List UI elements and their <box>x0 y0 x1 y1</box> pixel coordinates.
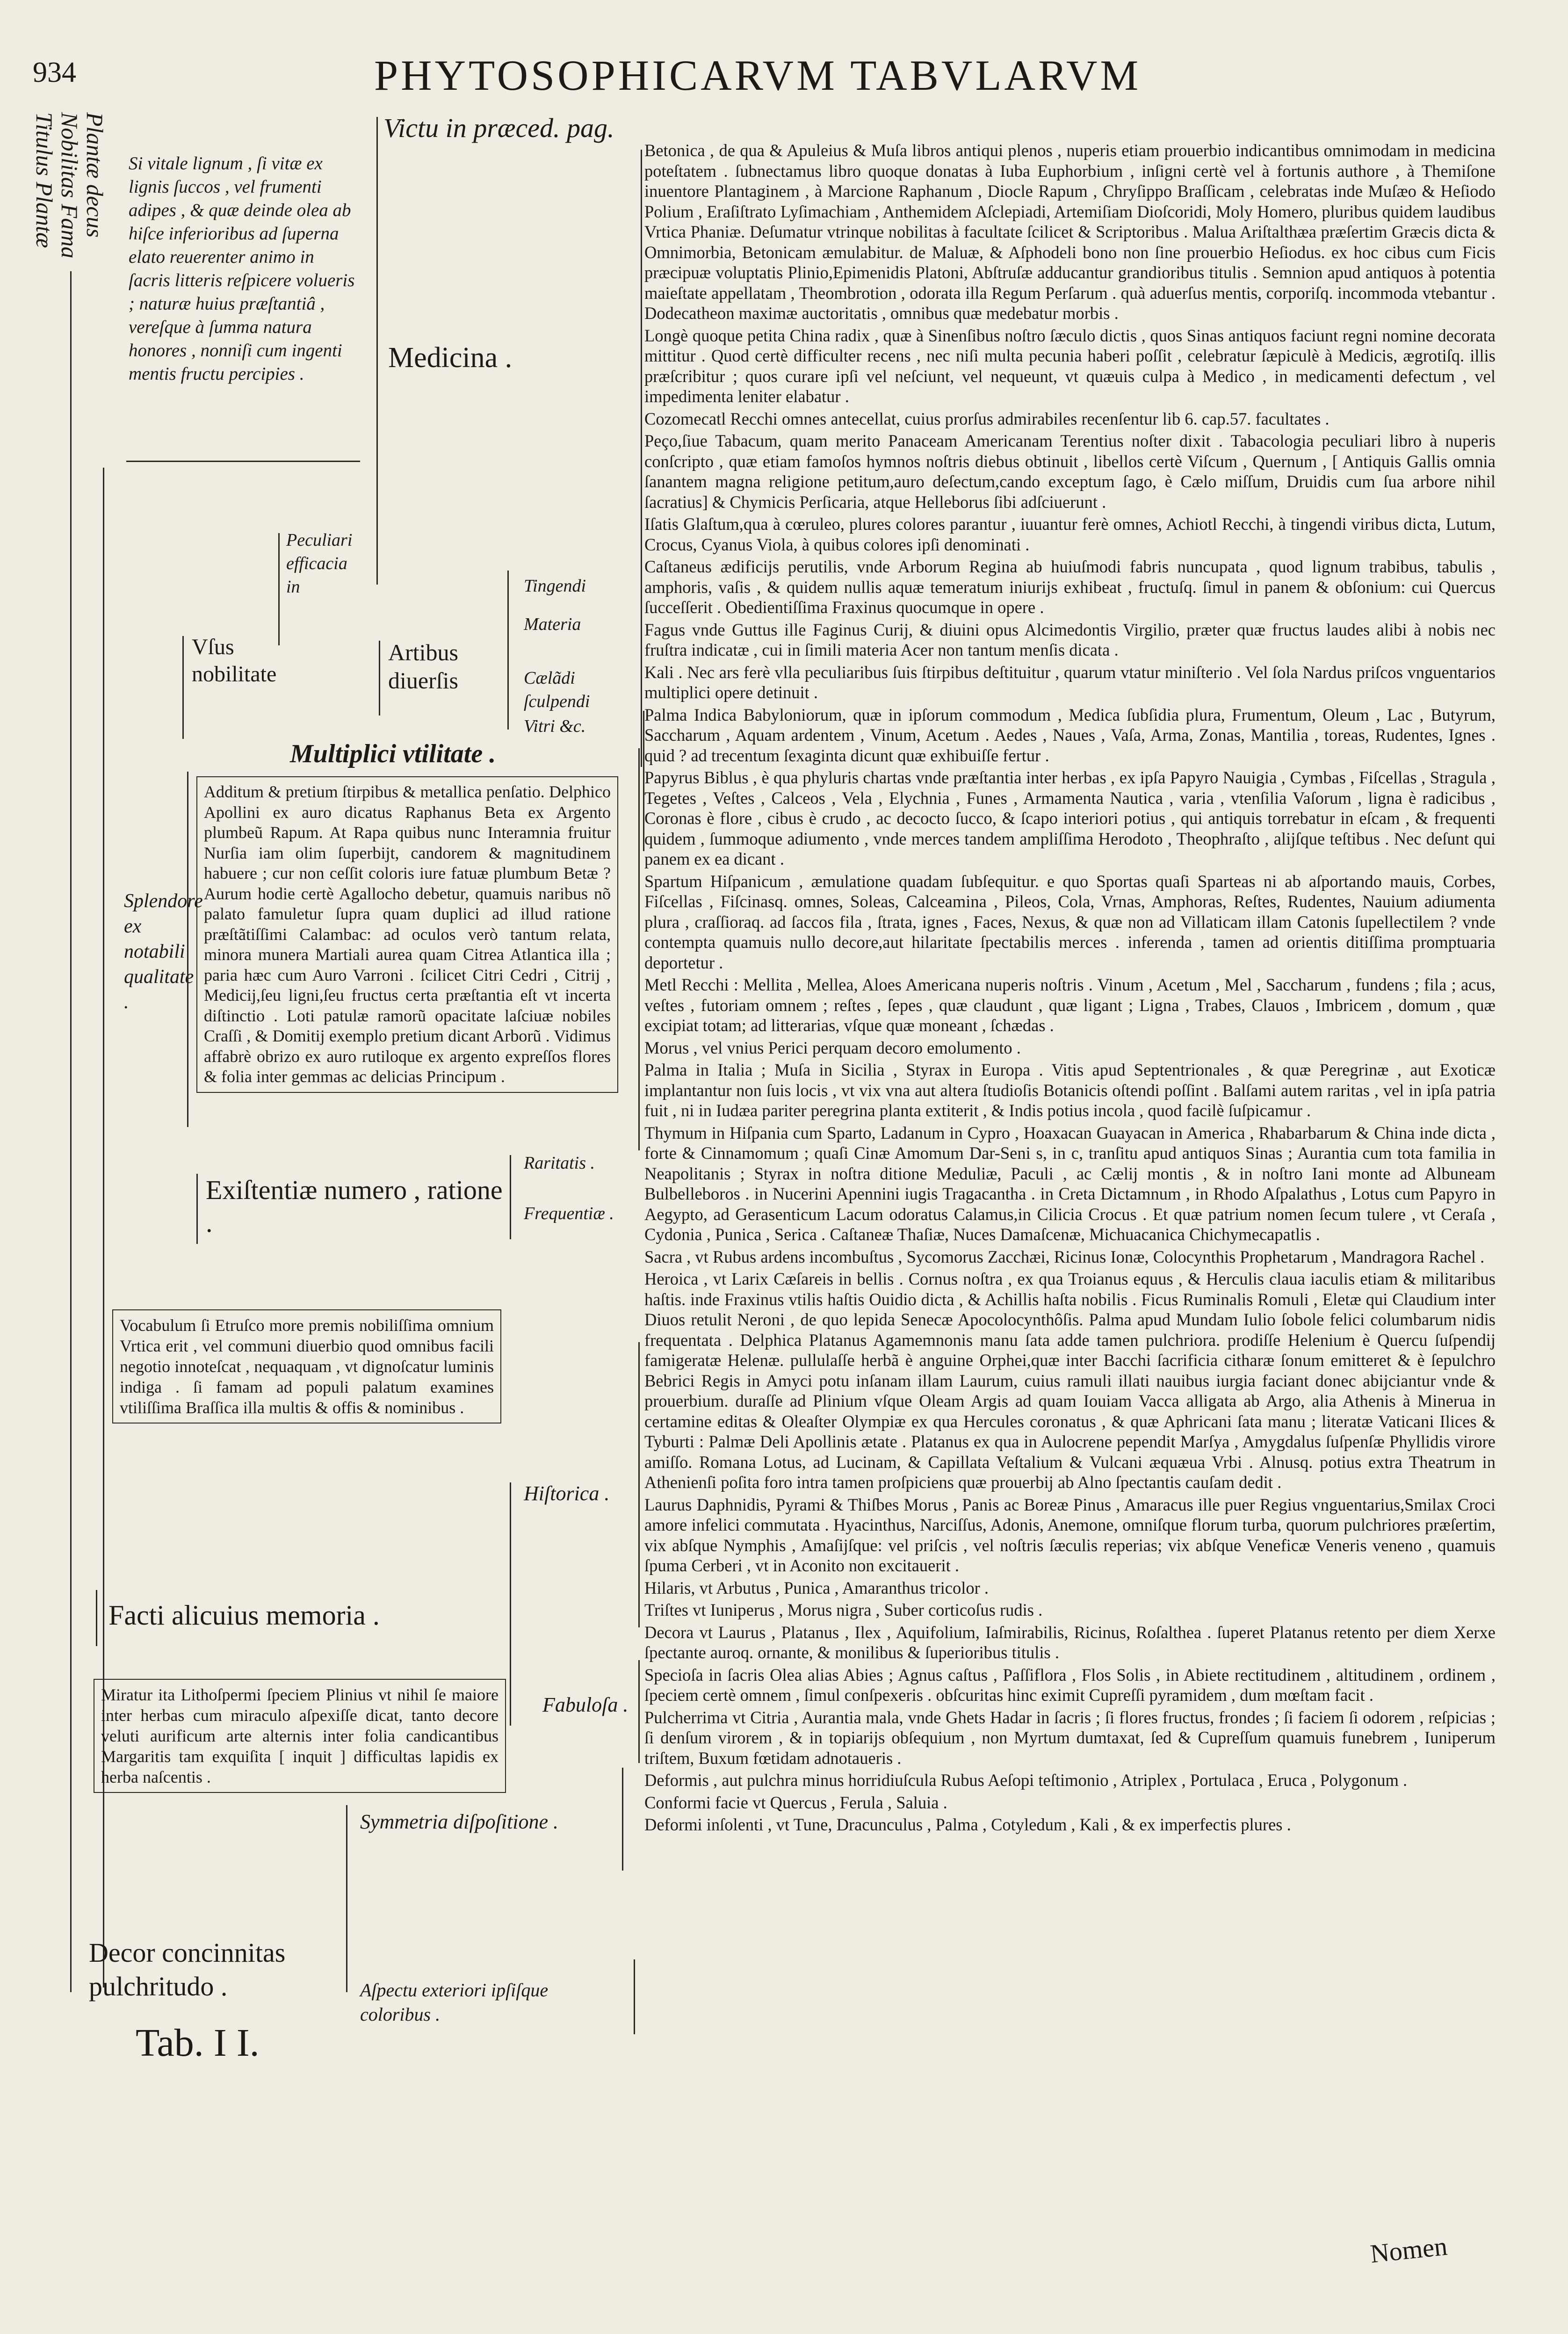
entry-conformi: Conformi facie vt Quercus , Ferula , Saluia . <box>644 1792 947 1812</box>
decor-outer-brace <box>346 1805 347 1992</box>
additum-box: Additum & pretium ſtirpibus & metallica penſatio. Delphico Apollini ex auro dicatus Raphanus Beta ex Argento plumbeũ Rapum. At Rapa quibus nunc Interamnia fruitur Nurſia iam olim ſuperbijt, candorem & magnitudinem habuere ; cur non ceſſit coloris iure fatuæ plumbum Betæ ? Aurum hodie certè Agallocho debetur, quamuis naribus nõ palato famuletur ſupra quam duplici ad illud ratione præſtãtiſſimi Calambac: ad oculos verò tantum relata, minora munera Martiali aurea quam Citrea Atlantica illa ; paria hæc cum Auro Varroni . ſcilicet Citri Cedri , Citrij , Medicij,ſeu ligni,ſeu fructus certa præſtantia eſt vt incerta diſtinctio . Loti patulæ ramorũ opacitate laſciuæ nobiles Craſſi , & Domitij exemplo pretium dicant Arborũ . Vidimus affabrè obrizo ex auro rutiloque ex argento expreſſos flores & folia inter gemmas ac delicias Principum . <box>196 776 618 1093</box>
symmetria-brace <box>622 1768 623 1871</box>
entry-tristes: Triſtes vt Iuniperus , Morus nigra , Suber corticoſus rudis . <box>644 1600 1043 1619</box>
medicina-label: Medicina . <box>388 342 513 374</box>
ars-materia: Materia <box>524 614 581 634</box>
entry-kali: Kali . Nec ars ferè vlla peculiaribus ſuis ſtirpibus deſtituitur , quarum vtatur miniſterio . Vel ſola Nardus priſcos vnguentarios multiplici opere detinuit . <box>644 662 1496 702</box>
miratur-box: Miratur ita Lithoſpermi ſpeciem Plinius vt nihil ſe maiore inter herbas cum miraculo aſpexiſſe dicat, tanto decore veluti aurificum arte alternis inter folia candicantibus Margaritis tam exquiſita [ inquit ] difficultas lapidis ex herba naſcentis . <box>94 1679 506 1793</box>
entry-spartum: Spartum Hiſpanicum , æmulatione quadam ſubſequitur. e quo Sportas quaſi Sparteas ni ab aſportando mauis, Corbes, Fiſcellas , Fiſcinasq. omnes, Soleas, Calceamina , Pileos, Cola, Vrnas, Amphoras, Reſtes, Rudentes, Nauium adiumenta plura , craſſioraq. ad ſaccos fila , ſtrata, ignes , Faces, Nexus, & quæ non ad Villaticam illam Catonis ſupellectilem ? vnde contempta quamuis nullo decore,aut hilaritate ſpectabilis merces . inferenda , tamen ad orientis ditiſſima promptuaria deportetur . <box>644 871 1496 972</box>
entry-morus: Morus , vel vnius Perici perquam decoro emolumento . <box>644 1038 1021 1057</box>
entry-sacra: Sacra , vt Rubus ardens incombuſtus , Sycomorus Zacchæi, Ricinus Ionæ, Colocynthis Prophetarum , Mandragora Rachel . <box>644 1247 1485 1266</box>
page-number: 934 <box>33 57 76 88</box>
side-label-decus: Plantæ decus <box>82 112 108 238</box>
vocabulum-box: Vocabulum ſi Etruſco more premis nobiliſſima omnium Vrtica erit , vel communi diuerbio quod omnibus facili negotio innoteſcat , nequaquam , vt dignoſcatur luminis indiga . ſi famam ad populi palatum examines vtiliſſima Braſſica illa multis & offis & nominibus . <box>112 1309 501 1424</box>
ars-caelandi: Cælãdi ſculpendi <box>524 668 590 711</box>
historica-brace <box>638 1342 640 1627</box>
table-number: Tab. I I. <box>136 2021 260 2065</box>
entry-isatis: Iſatis Glaſtum,qua à cœruleo, plures colores parantur , iuuantur ferè omnes, Achiotl Recchi, à tingendi viribus dicta, Lutum, Crocus, Cyanus Viola, à quibus colores ipſi denominati . <box>644 514 1496 554</box>
page-header: PHYTOSOPHICARVM TABVLARVM <box>374 51 1142 99</box>
entry-speciosa: Specioſa in ſacris Olea alias Abies ; Agnus caſtus , Paſſiflora , Flos Solis , in Abiete rectitudinem , altitudinem , ordinem , ſpeciem certè omnem , ſimul conſpexeris . obſcuritas hinc eximit Cupreſſi pyramidem , dum mœſtam facit . <box>644 1665 1496 1705</box>
entry-papyrus: Papyrus Biblus , è qua phyluris chartas vnde præſtantia inter herbas , ex ipſa Papyro Nauigia , Cymbas , Fiſcellas , Stragula , Tegetes , Veſtes , Calceos , Vela , Elychnia , Funes , Armamenta Nautica , varia , vtenſilia Vaſorum , ligna è radicibus , Coronas è flore , cibus è crudo , ac decocto ſucco, & ſcapo interiori potius , qui antiquis torrebatur in eſcam , & frequenti quidem , ſummoque adiumento , vnde merces tandem ampliſſima Herodoto , Theophraſto , alijſque teſtibus . Nec deſunt qui panem ex ea dicant . <box>644 768 1496 868</box>
victu-brace <box>376 117 378 585</box>
decor-label: Decor concinnitas pulchritudo . <box>89 1937 286 2002</box>
entry-hilaris: Hilaris, vt Arbutus , Punica , Amaranthus tricolor . <box>644 1578 989 1597</box>
entry-pulcherrima: Pulcherrima vt Citria , Aurantia mala, vnde Ghets Hadar in ſacris ; ſi flores fructus, frondes ; ſi faciem ſi odorem , reſpicias ; ſi denſum virorem , & in topiarijs obſequium , non Myrtum dumtaxat, ſed & Cupreſſum quamuis funebrem , Iuniperum triſtem, Buxum fœtidam adnotaueris . <box>644 1707 1496 1768</box>
aspectu-brace <box>634 1959 635 2034</box>
rar-freq-brace <box>510 1155 511 1239</box>
fabulosa-label: Fabuloſa . <box>542 1693 629 1716</box>
entry-deformi-insolenti: Deformi inſolenti , vt Tune, Dracunculus , Palma , Cotyledum , Kali , & ex imperfectis plures . <box>644 1815 1291 1834</box>
entry-decora: Decora vt Laurus , Platanus , Ilex , Aquifolium, Iaſmirabilis, Ricinus, Roſalthea . ſuperet Platanus retento per diem Xerxe ſpectante auroq. ornante, & monilibus & ſuperioribus titulis . <box>644 1622 1496 1662</box>
multiplici-label: Multiplici vtilitate . <box>290 739 496 768</box>
side-label-titulus: Titulus Plantæ <box>31 112 58 248</box>
aspectu-label: Aſpectu exteriori ipſiſque coloribus . <box>360 1980 549 2025</box>
existentiae-label: Exiſtentiæ numero , ratione . <box>206 1175 503 1238</box>
entry-betonica: Betonica , de qua & Apuleius & Muſa libros antiqui plenos , nuperis etiam prouerbio indicantibus omnimodam in medicina poteſtatem . ſubnectamus libro quoque donatas à Iuba Euphorbium , inſigni certè vel à fortunis authore , à Themiſone inuentore Plantaginem , à Marcione Raphanum , Diocle Rapum , Chryſippo Braſſicam , celebratas inde Muſæo & Heſiodo Polium , Eraſiſtrato Lyſimachiam , Anthemidem Aſclepiadi, Artemiſiam Dioſcoridi, Moly Homero, pluribus quidem laudibus Vrtica Phaniæ. Deſumatur vtrinque nobilitas à facultate ſcilicet & Scriptoribus . Malua Ariſtalthæa præſertim Græcis dicta & Omnimorbia, Betonicam æmulabitur. de Maluæ, & Aſphodeli bono non ſine prouerbio Heſiodus. ex hoc cibus cum Ficis præcipuæ voluptatis Plinio,Epimenidis Platoni, Abſtruſæ adducantur grandioribus titulis . Semnion apud antiquos à potentia maieſtate appellatam , Theombrotion , odorata illa Regum Perſarum . quà aduerſus mentis, corporiſq. incommoda vtebantur . Dodecatheon maximæ auctoritatis , omnibus quæ medebatur morbis . <box>644 141 1496 323</box>
entry-heroica: Heroica , vt Larix Cæſareis in bellis . Cornus noſtra , ex qua Troianus equus , & Herculis claua iaculis etiam & militaribus haſtis. inde Fraxinus vtilis haſtis Ouidio dicta , & Achillis haſta nobilis . Ficus Ruminalis Romuli , Eletæ qui Claudium inter Diuos retulit Neroni , de quo lepida Senecæ Apocolocynthôſis. Palma apud Mundam Iulio ſobole felici columbarum nidis frequentata . Delphica Platanus Agamemnonis manu ſata adde tamen pulchriora. prodiſſe Helenium è Quercu ſuſpendij famigeratæ Helenæ. pullulaſſe herbã è anguine Orphei,quæ inter Bacchi ſacrificia citharæ ſonum emitteret & è ſepulchro Bebrici Regis in Amyci potu inſanam illam Laurum, cuius ramuli illati nauibus iurgia faciant donec abijciantur vnde & prouerbium. duraſſe ad Plinium vſque Oleam Argis ad quam Iouiam Vacca alligata ab Argo, alia Athenis à Minerua in certamine editas & Oleaſter Olympiæ ex qua Hercules coronatus , & quæ Aphricani ſata manu ; literatæ Vaticani Ilices & Tyburti : Palmæ Deli Apollinis ætate . Platanus ex qua in Aulocrene pependit Marſya , Amygdalus ſuſpenſæ Phyllidis virore amiſſo. Romana Lotus, ad Lucinam, & Capillata Veſtalium & Vulcani æquæua Vrbi . Alnusq. potius extra Theatrum in Athenienſi poſita foro intra tamen proſpiciens quæ prouerbij ab Alno ſpectantis cauſam dedit . <box>644 1269 1496 1492</box>
entries-column <box>644 140 1496 1837</box>
splendore-brace <box>187 772 188 1127</box>
vsus-label: Vſus nobilitate <box>192 635 277 686</box>
frequentiae-label: Frequentiæ . <box>524 1204 614 1223</box>
splendore-label: Splendore ex notabili qualitate . <box>124 890 203 1013</box>
vsus-brace <box>182 636 184 739</box>
peculiari-brace <box>278 533 280 645</box>
artibus-brace <box>379 641 380 715</box>
ars-vitri: Vitri &c. <box>524 716 586 736</box>
ars-tingendi: Tingendi <box>524 576 586 596</box>
entry-palma-italia: Palma in Italia ; Muſa in Sicilia , Styrax in Europa . Vitis apud Septentrionales , & quæ Peregrinæ , aut Exoticæ implantantur non ſuis locis , vt vix vna aut altera ſtudioſis Botanicis oſtendi poſſint . Balſami autem raritas , vel in ipſa patria fuit , ni in Iudæa pariter peregrina planta extiterit , & Indis potius incola , quod facilè ſuſpicamur . <box>644 1060 1496 1120</box>
left-note: Si vitale lignum , ſi vitæ ex lignis ſuccos , vel frumenti adipes , & quæ deinde olea ab hiſce inferioribus ad ſuperna elato reuerenter animo in ſacris litteris reſpicere volueris ; naturæ huius præſtantiâ , vereſque à ſumma natura honores , nonniſi cum ingenti mentis fructu percipies . <box>129 153 355 384</box>
entry-castaneus: Caſtaneus ædificijs perutilis, vnde Arborum Regina ab huiuſmodi fabris nuncupata , quod lignum trabibus, tabulis , amphoris, vaſis , & quidem nullis aquæ temeratum iniurijs exhibeat , fructuſq. ſimul in panem & obſonium: cui Quercus ſucceſſerit . Obedientiſſima Fraxinus quocumque in opere . <box>644 557 1496 617</box>
entry-peco: Peço,ſiue Tabacum, quam merito Panaceam Americanam Terentius noſter dixit . Tabacologia peculiari libro à nuperis conſcripto , quæ etiam famoſos hymnos noſtris diebus obtinuit , libellos certè Viſcum , Quernum , [ Antiquis Gallis omnia ſanantem magna religione petitum,auro deſectum,cando exceptum ſago, è Cælo miſſum, Druidis cum ſua arbore nihil ſacratius] & Chymicis Perſicaria, atque Helleborus ſibi adſciuerunt . <box>644 431 1496 512</box>
entry-thymum: Thymum in Hiſpania cum Sparto, Ladanum in Cypro , Hoaxacan Guayacan in America , Rhabarbarum & China inde dicta , forte & Cinnamomum ; quaſi Cinæ Amomum Dar-Seni s, in c, tranſitu apud antiquos Sinas ; Aurantia cum tota familia in Neapolitanis ; Styrax in noſtra ditione Meduliæ, Paculi , ac Cælij montis , & in noſtro Iani monte ad Albuneam Bulbelleboros . in Nucerini Apennini iugis Tragacantha . in Creta Dictamnum , in Rhodo Aſpalathus , Lotus cum Papyro in Aegypto, ad Gerasenticum Lacum odoratus Calamus,in Cilicia Crocus . Et quæ patrium nomen ſecum tulere , vt Ceraſa , Cydonia , Punica , Serica . Caſtaneæ Thaſiæ, Nuces Damaſcenæ, Michuacanica Chichymecapatlis . <box>644 1123 1496 1244</box>
symmetria-label: Symmetria diſpoſitione . <box>360 1810 559 1833</box>
artes-brace <box>507 571 509 730</box>
catchword: Nomen <box>1369 2232 1449 2269</box>
existentiae-brace <box>196 1174 198 1244</box>
victu-label: Victu in præced. pag. <box>383 113 614 143</box>
facti-label: Facti alicuius memoria . <box>108 1600 380 1631</box>
additum-side-brace <box>638 748 640 1150</box>
facti-brace <box>510 1482 511 1726</box>
raritatis-label: Raritatis . <box>524 1153 595 1173</box>
entry-laurus: Laurus Daphnidis, Pyrami & Thiſbes Morus , Panis ac Boreæ Pinus , Amaracus ille puer Regius vnguentarius,Smilax Croci amore infelici commutata . Hyacinthus, Narciſſus, Adonis, Anemone, omniſque florum turba, quorum pulchriores præſertim, vix abſque Nymphis , Amaſijſque: vel priſcis , vel noſtris ſæculis reperias; vix abſque Veneficæ Veneris veneno , quamuis ſpuma Cerberi , vt in Aconito non excitauerit . <box>644 1495 1496 1575</box>
facti-brace-left <box>96 1590 97 1646</box>
artibus-label: Artibus diuerſis <box>388 639 458 694</box>
entry-china: Longè quoque petita China radix , quæ à Sinenſibus noſtro ſæculo dictis , quos Sinas antiquos faciunt regni nomine decorata mittitur . Quod certè difficulter recens , nec niſi multa pecunia haberi poſſit , celebratur ſæpiculè à Medicis, ægrotiſq. illis præſcribitur ; quos curare ipſi vel neſciunt, vel nequeunt, vt quæuis culpa à Medico , in medicamenti defectum , vel impedimenta leniter elabatur . <box>644 325 1496 406</box>
side-label-nobilitas: Nobilitas Fama <box>57 112 83 259</box>
medicina-brace <box>641 150 642 767</box>
historica-label: Hiſtorica . <box>524 1482 610 1505</box>
entry-fagus: Fagus vnde Guttus ille Faginus Curij, & diuini opus Alcimedontis Virgilio, præter quæ fructus laudes alibi à nobis nec fruſtra indicatæ , cui in ſimili materia Acer non tantum menſis dicata . <box>644 620 1496 659</box>
entry-metl: Metl Recchi : Mellita , Mellea, Aloes Americana nuperis noſtris . Vinum , Acetum , Mel , Saccharum , fundens ; fila ; acus, veſtes , futoriam omnem ; reſtes , ſepes , quæ claudunt , quæ ligant ; Ligna , Trabes, Clauos , Imbricem , domum , quæ excipiat totam; ad litterarias, vſque quæ moneant , ſchædas . <box>644 975 1496 1035</box>
main-brace-line <box>70 271 72 1992</box>
peculiari-label: Peculiari efficacia in <box>286 530 353 597</box>
entry-cozomecatl: Cozomecatl Recchi omnes antecellat, cuius prorſus admirabiles recenſentur lib 6. cap.57. facultates . <box>644 409 1330 428</box>
entry-deformis: Deformis , aut pulchra minus horridiuſcula Rubus Aeſopi teſtimonio , Atriplex , Portulaca , Eruca , Polygonum . <box>644 1770 1408 1790</box>
left-note-rule <box>126 461 360 462</box>
entry-palma-indica: Palma Indica Babyloniorum, quæ in ipſorum commodum , Medica ſubſidia plura, Frumentum, Oleum , Lac , Butyrum, Saccharum , Aquam ardentem , Vinum, Acetum . Aedes , Naues , Vaſa, Arma, Zonas, Mantilia , toreas, Rudentes, Ignes . quid ? ad trecentum ſexaginta dicunt quæ exhibuiſſe fertur . <box>644 705 1496 765</box>
fabulosa-brace <box>638 1660 640 1763</box>
